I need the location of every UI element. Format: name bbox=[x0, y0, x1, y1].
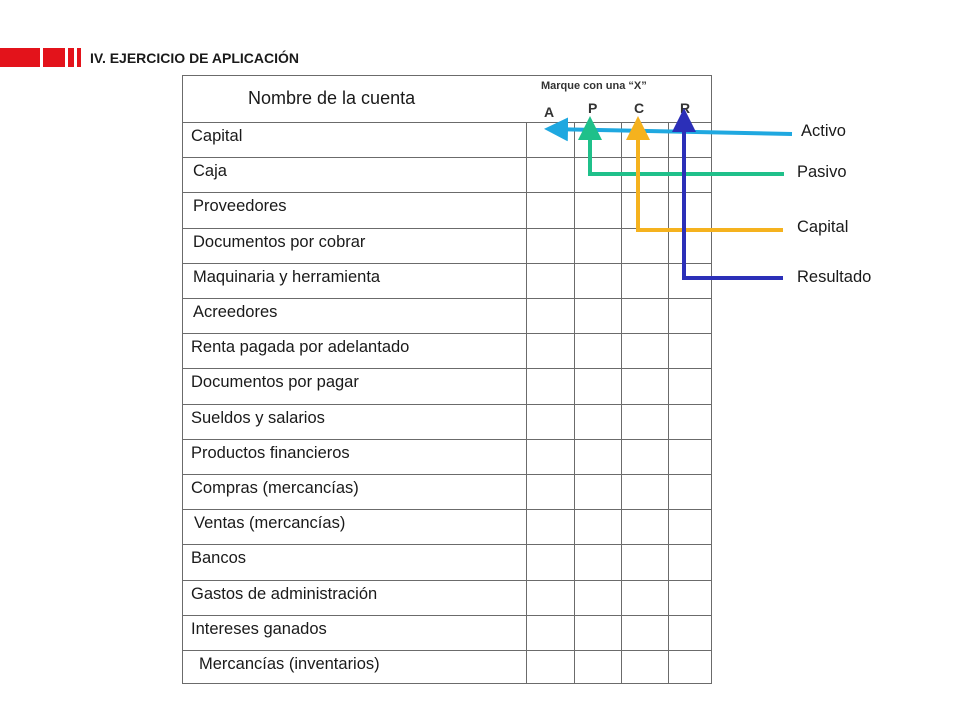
column-header-p: P bbox=[588, 100, 598, 116]
account-label: Caja bbox=[193, 162, 227, 181]
account-label: Capital bbox=[191, 127, 243, 145]
account-label: Mercancías (inventarios) bbox=[199, 655, 380, 673]
account-label: Intereses ganados bbox=[191, 619, 327, 638]
activo-arrow bbox=[548, 129, 792, 134]
account-label: Acreedores bbox=[193, 303, 278, 321]
column-header-c: C bbox=[634, 100, 645, 116]
table-header-instruction: Marque con una “X” bbox=[541, 80, 647, 92]
account-label: Compras (mercancías) bbox=[191, 479, 359, 497]
account-label: Sueldos y salarios bbox=[191, 408, 325, 427]
account-label: Bancos bbox=[191, 549, 247, 568]
legend-label-resultado: Resultado bbox=[797, 268, 872, 286]
account-label: Productos financieros bbox=[191, 443, 350, 462]
legend-label-activo: Activo bbox=[801, 122, 846, 140]
legend-label-capital: Capital bbox=[797, 218, 849, 236]
account-label: Documentos por pagar bbox=[191, 373, 359, 392]
section-title: IV. EJERCICIO DE APLICACIÓN bbox=[90, 50, 300, 66]
table-header-account-name: Nombre de la cuenta bbox=[248, 88, 416, 108]
account-label: Documentos por cobrar bbox=[193, 232, 366, 251]
pasivo-arrow bbox=[590, 120, 784, 174]
account-label: Gastos de administración bbox=[191, 584, 378, 603]
account-label: Ventas (mercancías) bbox=[194, 514, 346, 533]
account-label: Proveedores bbox=[193, 197, 287, 216]
account-label: Renta pagada por adelantado bbox=[191, 338, 410, 357]
account-label: Maquinaria y herramienta bbox=[193, 267, 381, 286]
column-header-a: A bbox=[544, 104, 555, 120]
column-header-r: R bbox=[680, 100, 691, 116]
legend-label-pasivo: Pasivo bbox=[797, 163, 847, 181]
resultado-arrow bbox=[684, 112, 783, 278]
